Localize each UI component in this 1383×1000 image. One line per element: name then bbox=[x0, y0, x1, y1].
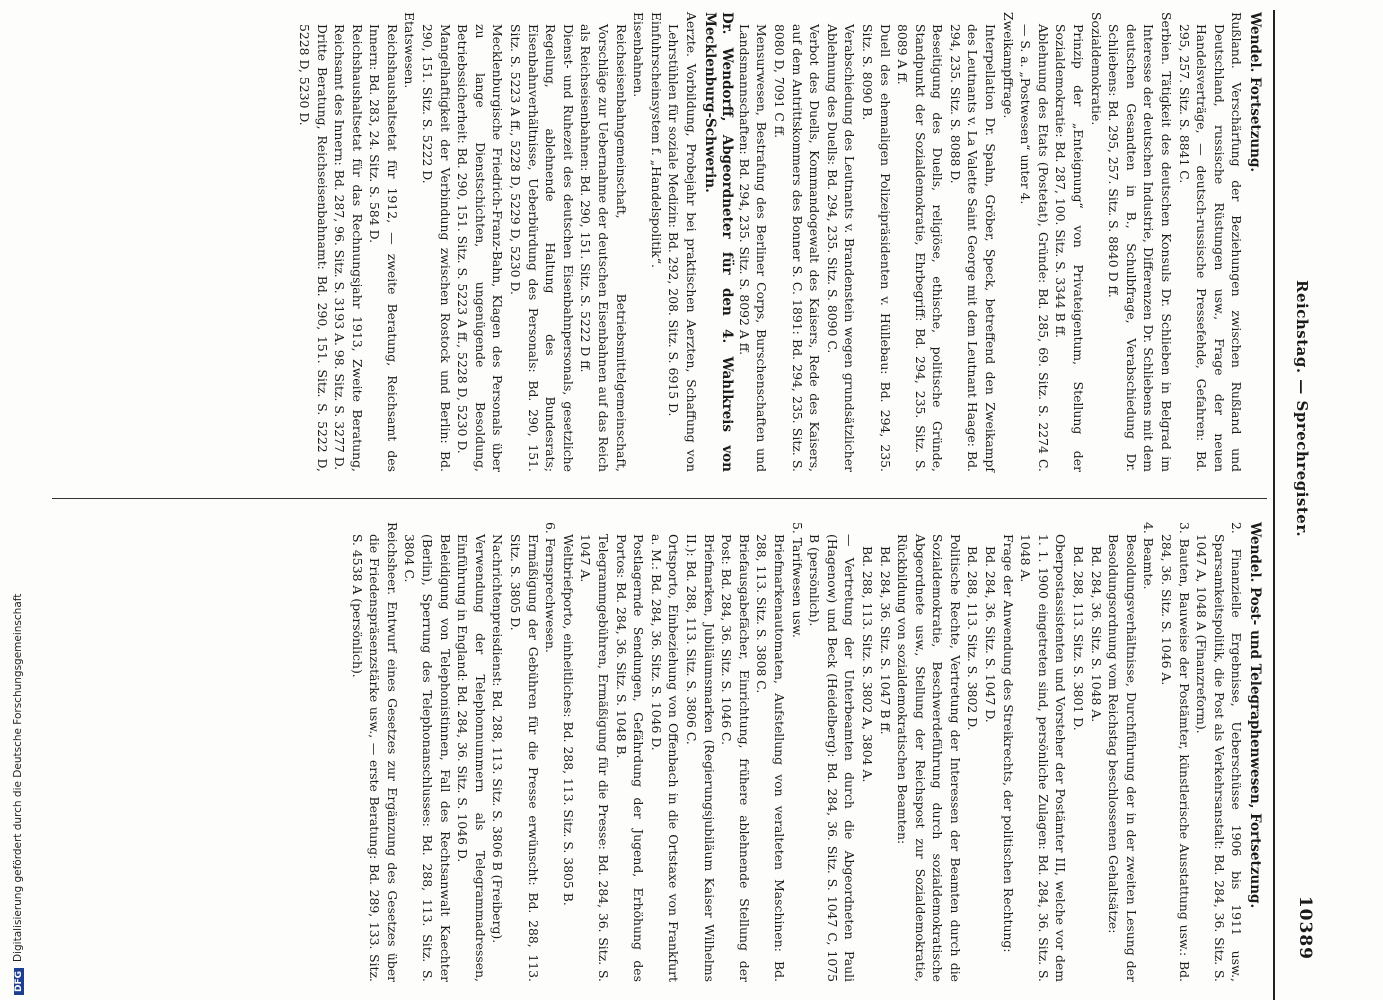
register-entry: Serbien. Tätigkeit des deutschen Konsuls Dr. Schlieben in Belgrad im Interesse der deutschen Industrie, Differenzen Dr. Schliebens mit dem deutschen Gesandten in B., Schulbfrage, Verabschiedung Dr. Schliebens: Bd. 295, 257. Sitz. S. 8840 D ff. bbox=[1106, 12, 1175, 472]
register-entry: Bd. 288, 113. Sitz. S. 3802 D. bbox=[965, 546, 981, 731]
register-entry: Telegrammgebühren, Ermäßigung für die Presse: Bd. 284, 36. Sitz. S. 1047 A. bbox=[578, 534, 612, 982]
register-entry: Mensurwesen, Bestrafung des Berliner Corps, Burschenschaften und Landsmannschaften: Bd. 294, 235. Sitz. S. 8092 A ff. bbox=[736, 24, 770, 472]
rotated-register-page bbox=[35, 0, 1335, 1000]
register-entry: Interpellation Dr. Spahn, Gröber, Speck, betreffend den Zweikampf des Leutnants v. La Valette Saint George mit dem Leutnant Haage: Bd. 294, 235. Sitz. S. 8088 D. bbox=[947, 24, 999, 472]
register-entry: Aerzte. Vorbildung, Probejahr bei praktischen Aerzten, Schaffung von Lehrstühlen für soziale Medizin: Bd. 292, 208. Sitz. S. 6915 D. bbox=[666, 12, 699, 472]
register-entry: Beseitigung des Duells, religiöse, ethische, politische Gründe, Standpunkt der Sozialdemokratie, Ehrbegriff: Bd. 294, 235. Sitz. S. 8089 A ff. bbox=[895, 24, 946, 472]
register-entry: — Vertretung der Unterbeamten durch die Abgeordneten Pauli (Hagenow) und Beck (Heidelberg): Bd. 284, 36. Sitz. S. 1047 C, 1075 B (persönlich). bbox=[807, 534, 858, 982]
register-entry: 5. Tarifwesen usw. bbox=[789, 522, 805, 638]
header-rule bbox=[1273, 10, 1275, 1000]
register-entry: Mangelhaftigkeit der Verbindung zwischen Rostock und Berlin: Bd. 290, 151. Sitz. S. 5222 D. bbox=[420, 24, 453, 472]
register-heading: Dr. Wendorff, Abgeordneter für den 4. Wahlkreis von Mecklenburg-Schwerin. bbox=[701, 12, 736, 472]
register-entry: Briefausgabefächer, Einrichtung, frühere ablehnende Stellung der Post: Bd. 284, 36. Sitz. S. 1046 C. bbox=[719, 534, 752, 982]
register-entry: Dienst- und Ruhezeit des deutschen Eisenbahnpersonals, gesetzliche Regelung, ablehnende Haltung des Bundesrats; Eisenbahnverhältnisse, Ueberbürdung des Personals: Bd. 290, 151. Sitz. S. 5223 A ff., 5228 D, 5229 D, 5230 D. bbox=[508, 24, 576, 472]
register-entry: Bd. 284, 36. Sitz. S. 1047 D. bbox=[983, 546, 999, 723]
register-entry: 4. Beamte. bbox=[1141, 522, 1157, 590]
running-title: Reichstag. — Sprechregister. bbox=[1293, 280, 1311, 538]
register-entry: Ermäßigung der Gebühren für die Presse erwünscht: Bd. 288, 113. Sitz. S. 3805 D. bbox=[508, 534, 541, 982]
register-entry: Oberpostassistenten und Vorsteher der Postämter III, welche vor dem 1. 1. 1900 eingetreten sind, persönliche Zulagen: Bd. 284, 36. Sitz. S. 1048 A. bbox=[1018, 534, 1069, 982]
register-entry: Bd. 288, 113. Sitz. S. 3801 D. bbox=[1071, 546, 1087, 731]
credit-text: Digitalisierung gefördert durch die Deutsche Forschungsgemeinschaft bbox=[12, 593, 24, 962]
left-column bbox=[348, 522, 1263, 982]
register-entry: Bd. 284, 36. Sitz. S. 1048 A. bbox=[1088, 546, 1104, 723]
page-header bbox=[1275, 0, 1315, 1000]
register-entry: Bd. 288, 113. Sitz. S. 3802 A, 3804 A. bbox=[859, 546, 875, 783]
register-entry: Reichsheer. Entwurf eines Gesetzes zur Ergänzung des Gesetzes über die Friedenspräsenzstärke usw., — erste Beratung: Bd. 289, 133. Sitz. S. 4538 A (persönlich). bbox=[349, 522, 400, 982]
register-heading: Wendel. Post- und Telegraphenwesen, Fortsetzung. bbox=[1247, 522, 1263, 909]
register-entry: Duell des ehemaligen Polizeipräsidenten v. Hüllebau: Bd. 294, 235. Sitz. S. 8090 B. bbox=[859, 24, 893, 472]
register-entry: Weltbriefporto, einheitliches: Bd. 288, 113. Sitz. S. 3805 B. bbox=[560, 534, 576, 906]
register-entry: Rußland. Verschärfung der Beziehungen zwischen Rußland und Deutschland, russische Rüstungen usw., Frage der neuen Handelsverträge, — deutsch-russische Pressefehde, Gefahren: Bd. 295, 257. Sitz. S. 8841 C. bbox=[1176, 12, 1245, 472]
register-heading: Wendel. Fortsetzung. bbox=[1247, 12, 1263, 173]
register-entry: Frage der Anwendung des Streikrechts, der politischen Rechtung: bbox=[1000, 534, 1016, 953]
register-entry: Mecklenburgische Friedrich-Franz-Bahn, Klagen des Personals über zu lange Dienstschichten, ungenügende Besoldung, Betriebssicherheit: Bd. 290, 151. Sitz. S. 5223 A ff., 5228 D, 5230 D. bbox=[455, 24, 506, 472]
register-entry: 2. Finanzielle Ergebnisse, Ueberschüsse 1906 bis 1911 usw., Sparsamkeitspolitik, die Post als Verkehrsanstalt: Bd. 284, 36. Sitz. S. 1047 A, 1048 A (Finanzreform). bbox=[1194, 522, 1245, 982]
register-entry: Bd. 284, 36. Sitz. S. 1047 B ff. bbox=[877, 546, 893, 735]
register-entry: 3. Bauten, Bauweise der Postämter, künstlerische Ausstattung usw.: Bd. 284, 36. Sitz. S. 1046 A. bbox=[1159, 522, 1192, 982]
register-entry: Verabschiedung des Leutnants v. Brandenstein wegen grundsätzlicher Ablehnung des Duells: Bd. 294, 235. Sitz. S. 8090 C. bbox=[824, 24, 858, 472]
register-entry: Dritte Beratung, Reichseisenbahnamt: Bd. 290, 151. Sitz. S. 5222 D, 5228 D, 5230 D. bbox=[296, 24, 330, 472]
digitization-credit bbox=[12, 594, 24, 995]
register-entry: Eisenbahnen. bbox=[631, 12, 647, 98]
register-entry: Verwendung der Telephonnummern als Telegrammadressen, Einführung in England: Bd. 284, 36. Sitz. S. 1046 D. bbox=[455, 534, 488, 982]
register-entry: Zweikampffrage. bbox=[1000, 12, 1016, 119]
register-entry: Besoldungsverhältnisse, Durchführung der in der zweiten Lesung der Besoldungsordnung vom Reichstag beschlossenen Gehaltsätze: bbox=[1106, 534, 1139, 982]
register-entry: Postlagernde Sendungen, Gefährdung der Jugend, Erhöhung des Portos: Bd. 284, 36. Sitz. S. 1048 B. bbox=[613, 534, 647, 982]
right-column bbox=[295, 12, 1263, 472]
register-entry: 6. Fernsprechwesen. bbox=[543, 522, 559, 653]
page-number: 10389 bbox=[1295, 895, 1315, 960]
register-entry: Sozialdemokratie. bbox=[1088, 12, 1104, 126]
dfg-logo: DFG bbox=[14, 968, 24, 995]
register-entry: Politische Rechte, Vertretung der Interessen der Beamten durch die Sozialdemokratie, Beschwerdeführung durch sozialdemokratische Abgeordnete usw., Stellung der Reichspost zur Sozialdemokratie, Rückbildung von sozialdemokratischen Beamten: bbox=[895, 534, 963, 982]
register-entry: Beleidigung von Telephonistinnen, Fall des Rechtsanwalt Kaechter (Berlin), Sperrung des Telephonanschlusses: Bd. 288, 113. Sitz. S. 3804 C. bbox=[402, 534, 453, 982]
register-entry: Nachrichtenpreisdienst: Bd. 288, 113. Sitz. S. 3806 B (Freiberg). bbox=[490, 534, 506, 944]
register-entry: Verbot des Duells, Kommandogewalt des Kaisers, Rede des Kaisers, auf dem Antrittskommers des Bonner S. C. 1891: Bd. 294, 235. Sitz. S. 8080 D, 7091 C ff. bbox=[771, 24, 823, 472]
register-entry: Briefmarkenautomaten, Aufstellung von veralteten Maschinen: Bd. 288, 113. Sitz. S. 3808 C. bbox=[754, 534, 787, 982]
register-entry: Reichseisenbahngemeinschaft, Betriebsmittelgemeinschaft, Vorschläge zur Uebernahme der deutschen Eisenbahnen auf das Reich als Reichseisenbahnen: Bd. 290, 151. Sitz. S. 5222 D ff. bbox=[578, 24, 629, 472]
register-entry: Reichshaushaltsetat für das Rechnungsjahr 1913, Zweite Beratung, Reichsamt des Innern: Bd. 287, 96. Sitz. S. 3193 A. 98. Sitz. S. 3277 D. bbox=[332, 24, 365, 472]
register-entry: Etatswesen. bbox=[402, 12, 418, 89]
register-entry: Ablehnung des Etats (Postetat), Gründe: Bd. 285, 69. Sitz. S. 2274 C. — S. a. „Postwesen“ unter 4. bbox=[1018, 24, 1051, 472]
register-entry: Ortsporto, Einbeziehung von Offenbach in die Ortstaxe von Frankfurt a. M.: Bd. 284, 36. Sitz. S. 1046 D. bbox=[648, 534, 682, 982]
register-entry: Einfuhrscheinsystem f. „Handelspolitik“. bbox=[648, 12, 664, 268]
register-entry: Prinzip der „Enteignung“ von Privateigentum, Stellung der Sozialdemokratie: Bd. 287, 100. Sitz. S. 3344 B ff. bbox=[1053, 24, 1087, 472]
register-entry: Briefmarken, Jubiläumsmarken (Regierungsjubiläum Kaiser Wilhelms II.): Bd. 288, 113. Sitz. S. 3806 C. bbox=[684, 534, 717, 982]
column-divider bbox=[52, 498, 1267, 499]
register-entry: Reichshaushaltsetat für 1912, — zweite Beratung, Reichsamt des Innern: Bd. 283, 24. Sitz. S. 584 D. bbox=[367, 24, 400, 472]
